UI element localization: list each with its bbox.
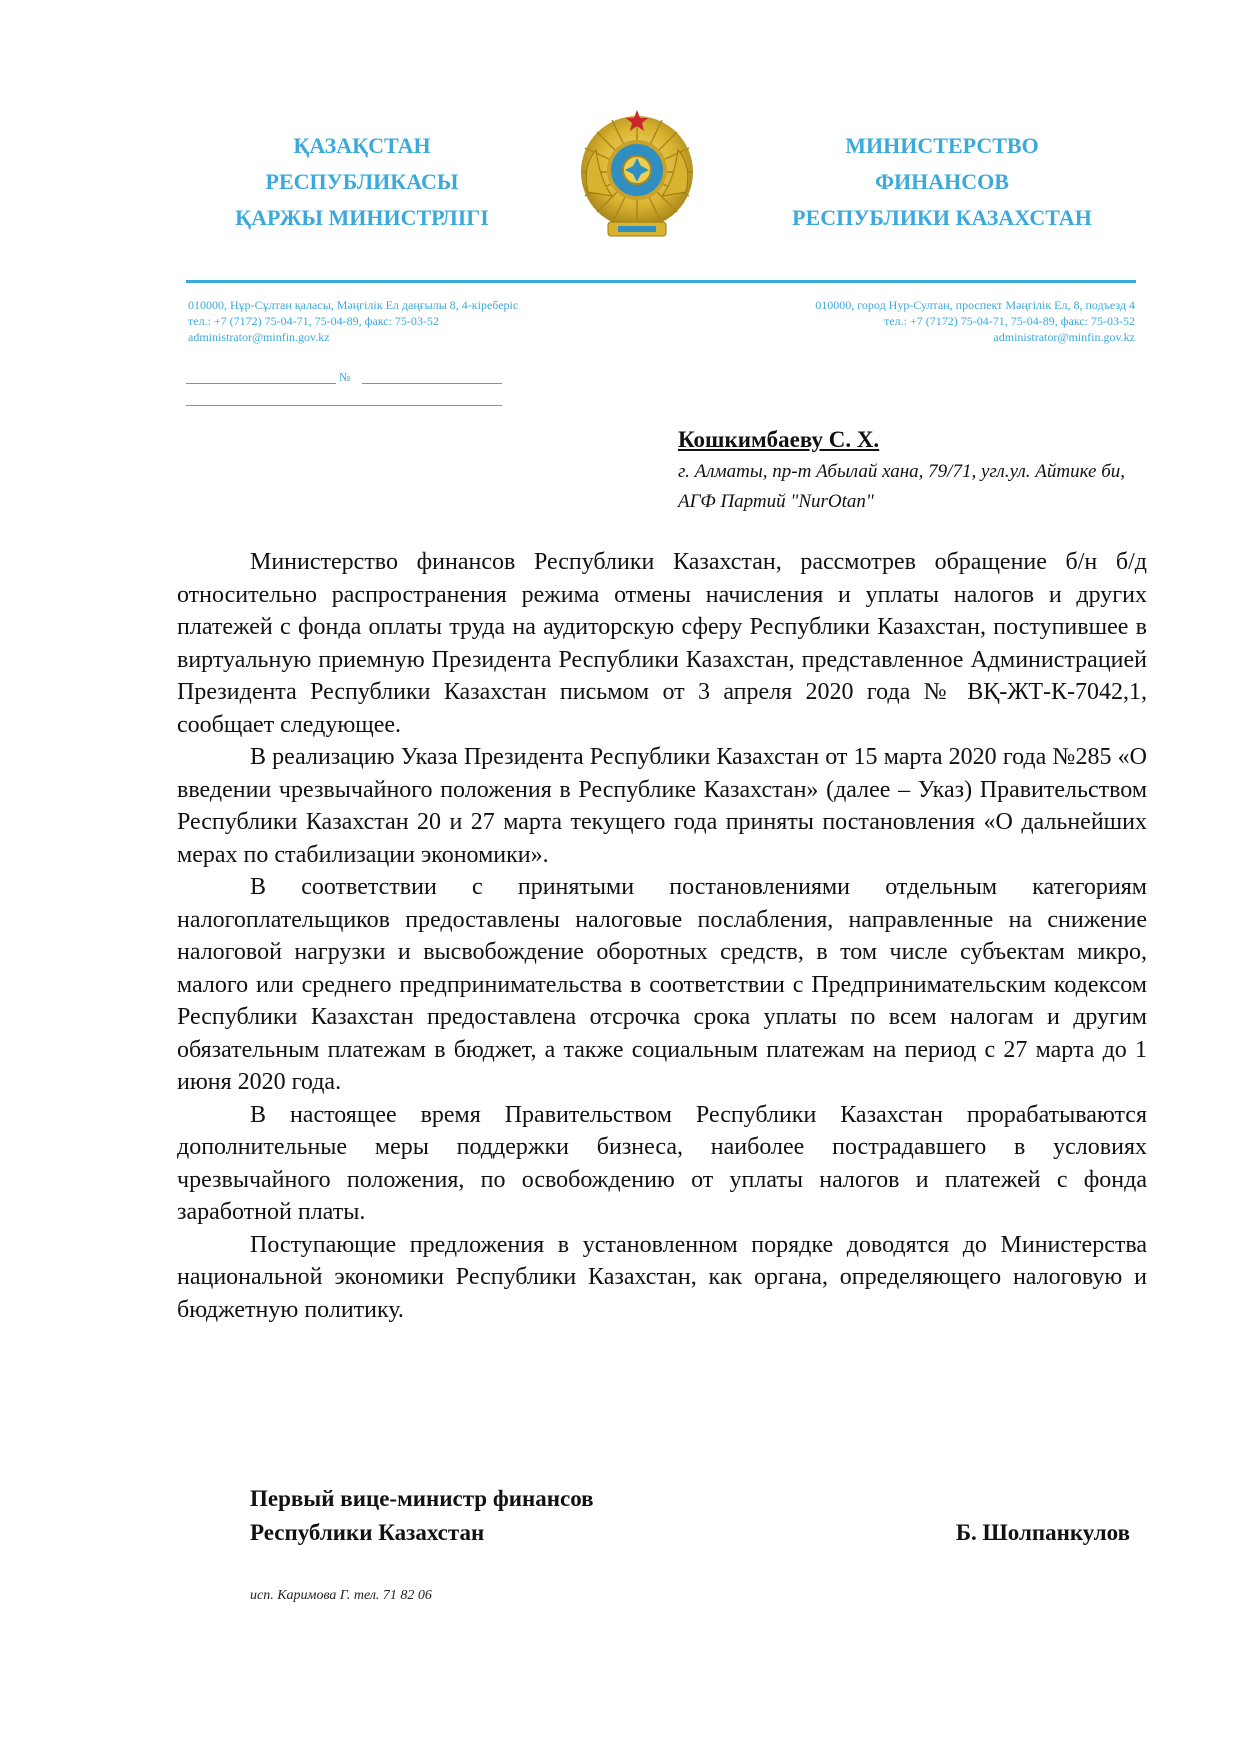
letterhead-russian-line-3: РЕСПУБЛИКИ КАЗАХСТАН <box>792 205 1092 230</box>
body-paragraph-5: Поступающие предложения в установленном порядке доводятся до Министерства национальной экономики Республики Казахстан, как органа, определяющего налоговую и бюджетную политику. <box>177 1231 1147 1323</box>
signatory-title-line-1: Первый вице-министр финансов <box>250 1486 594 1511</box>
contacts-russian-email[interactable]: administrator@minfin.gov.kz <box>993 330 1135 344</box>
contacts-kazakh-phone: тел.: +7 (7172) 75-04-71, 75-04-89, факс: 75-03-52 <box>188 314 439 328</box>
letterhead-kazakh-line-2: РЕСПУБЛИКАСЫ <box>265 169 459 194</box>
addressee-block <box>678 425 1148 517</box>
signature-block <box>250 1482 1130 1550</box>
letterhead-russian-line-1: МИНИСТЕРСТВО <box>845 133 1039 158</box>
letterhead-kazakh <box>197 128 527 236</box>
reg-date-line <box>186 383 336 384</box>
state-emblem-icon <box>578 110 696 246</box>
body-paragraph-2: В реализацию Указа Президента Республики Казахстан от 15 марта 2020 года №285 «О введении чрезвычайного положения в Республике Казахстан» (далее – Указ) Правительством Республики Казахстан 20 и 27 марта текущего года приняты постановления «О дальнейших мерах по стабилизации экономики». <box>177 744 1147 868</box>
letter-body <box>177 546 1147 1326</box>
addressee-name: Кошкимбаеву С. Х. <box>678 427 880 452</box>
signatory-name: Б. Шолпанкулов <box>955 1520 1130 1545</box>
addressee-address: г. Алматы, пр-т Абылай хана, 79/71, угл.ул. Айтике би, АГФ Партий "NurOtan" <box>678 461 1126 512</box>
contacts-russian-address: 010000, город Нур-Султан, проспект Мәңгілік Ел, 8, подъезд 4 <box>815 298 1135 312</box>
letterhead-russian-line-2: ФИНАНСОВ <box>875 169 1009 194</box>
contacts-russian-phone: тел.: +7 (7172) 75-04-71, 75-04-89, факс: 75-03-52 <box>884 314 1135 328</box>
signature-row <box>250 1516 1130 1550</box>
executor-note: исп. Каримова Г. тел. 71 82 06 <box>250 1588 432 1603</box>
body-paragraph-4: В настоящее время Правительством Республики Казахстан прорабатываются дополнительные меры поддержки бизнеса, наиболее пострадавшего в условиях чрезвычайного положения, по освобождению от уплаты налогов и платежей с фонда заработной платы. <box>177 1101 1147 1225</box>
signatory-title-line-2: Республики Казахстан <box>250 1520 485 1545</box>
reg-number-label: № <box>339 370 351 384</box>
contacts-kazakh <box>188 297 648 345</box>
letterhead-kazakh-line-1: ҚАЗАҚСТАН <box>293 133 431 158</box>
reg-reference-line <box>186 405 502 406</box>
body-paragraph-3: В соответствии с принятыми постановлениями отдельным категориям налогоплательщиков предоставлены налоговые послабления, направленные на снижение налоговой нагрузки и высвобождение оборотных средств, в том числе субъектам микро, малого или среднего предпринимательства в соответствии с Предпринимательским кодексом Республики Казахстан предоставлена отсрочка срока уплаты по всем налогам и другим обязательным платежам в бюджет, а также социальным платежам на период с 27 марта до 1 июня 2020 года. <box>177 874 1147 1095</box>
body-paragraph-1: Министерство финансов Республики Казахстан, рассмотрев обращение б/н б/д относительно распространения режима отмены начисления и уплаты налогов и других платежей с фонда оплаты труда на аудиторскую сферу Республики Казахстан, поступившее в виртуальную приемную Президента Республики Казахстан, представленное Администрацией Президента Республики Казахстан письмом от 3 апреля 2020 года № ВҚ-ЖТ-К-7042,1, сообщает следующее. <box>177 549 1147 738</box>
contacts-russian <box>680 297 1135 345</box>
letterhead-kazakh-line-3: ҚАРЖЫ МИНИСТРЛІГІ <box>235 205 489 230</box>
reg-number-line <box>362 383 502 384</box>
letterhead-divider <box>186 280 1136 283</box>
letterhead-russian <box>777 128 1107 236</box>
contacts-kazakh-email[interactable]: administrator@minfin.gov.kz <box>188 330 330 344</box>
contacts-kazakh-address: 010000, Нұр-Сұлтан қаласы, Мәңгілік Ел даңғылы 8, 4-кіреберіс <box>188 298 519 312</box>
